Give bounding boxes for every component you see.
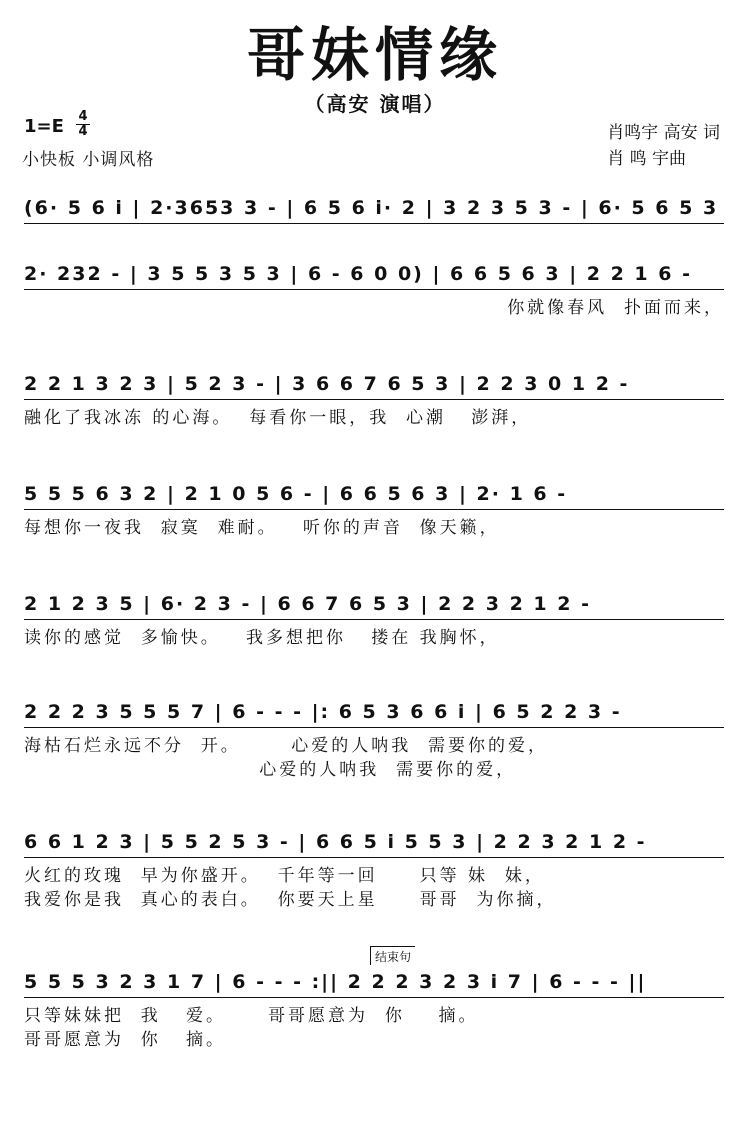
score-line-3 bbox=[0, 372, 750, 472]
jianpu-notes: (6· 5 6 i | 2·3653 3 - | 6 5 6 i· 2 | 3 2 3 5 3 - | 6· 5 6 5 3 bbox=[24, 196, 724, 224]
lyric-line: 哥哥愿意为 你 摘。 bbox=[24, 1030, 227, 1050]
jianpu-notes: 2 2 1 3 2 3 | 5 2 3 - | 3 6 6 7 6 5 3 | 2 2 3 0 1 2 - bbox=[24, 372, 724, 400]
performer-subtitle: （高安 演唱） bbox=[304, 92, 446, 116]
score-line-4 bbox=[0, 482, 750, 582]
score-line-2 bbox=[0, 262, 750, 362]
credits bbox=[607, 120, 720, 172]
jianpu-notes: 6 6 1 2 3 | 5 5 2 5 3 - | 6 6 5 i 5 5 3 | 2 2 3 2 1 2 - bbox=[24, 830, 724, 858]
lyricist-credit: 肖鸣宇 高安 词 bbox=[607, 123, 720, 143]
time-signature bbox=[76, 111, 90, 138]
jianpu-notes: 2 1 2 3 5 | 6· 2 3 - | 6 6 7 6 5 3 | 2 2 3 2 1 2 - bbox=[24, 592, 724, 620]
song-title: 哥妹情缘 bbox=[246, 21, 503, 89]
lyric-line: 只等妹妹把 我 爱。 哥哥愿意为 你 摘。 bbox=[24, 1006, 479, 1026]
composer-credit: 肖 鸣 宇曲 bbox=[607, 149, 686, 169]
lyric-line: 海枯石烂永远不分 开。 心爱的人呐我 需要你的爱， bbox=[24, 736, 549, 756]
score-line-8 bbox=[0, 950, 750, 1070]
key-signature: 1=E bbox=[24, 116, 64, 137]
jianpu-notes: 5 5 5 3 2 3 1 7 | 6 - - - :|| 2 2 2 3 2 3 i 7 | 6 - - - || bbox=[24, 970, 724, 998]
lyric-line: 心爱的人呐我 需要你的爱， bbox=[24, 760, 517, 780]
score-line-6 bbox=[0, 700, 750, 800]
jianpu-notes: 5 5 5 6 3 2 | 2 1 0 5 6 - | 6 6 5 6 3 | 2· 1 6 - bbox=[24, 482, 724, 510]
ending-label: 结束句 bbox=[370, 946, 415, 965]
lyric-line: 融化了我冰冻 的心海。 每看你一眼，我 心潮 澎湃， bbox=[24, 408, 532, 428]
jianpu-notes: 2· 232 - | 3 5 5 3 5 3 | 6 - 6 0 0) | 6 6 5 6 3 | 2 2 1 6 - bbox=[24, 262, 724, 290]
lyric-line: 读你的感觉 多愉快。 我多想把你 搂在 我胸怀， bbox=[24, 628, 500, 648]
lyric-line: 每想你一夜我 寂寞 难耐。 听你的声音 像天籁， bbox=[24, 518, 500, 538]
time-signature-top: 4 bbox=[78, 109, 88, 124]
score-line-5 bbox=[0, 592, 750, 692]
score-line-7 bbox=[0, 830, 750, 930]
lyric-line: 你就像春风 扑面而来， bbox=[507, 298, 724, 318]
tempo-marking: 小快板 小调风格 bbox=[22, 150, 155, 170]
jianpu-notes: 2 2 2 3 5 5 5 7 | 6 - - - |: 6 5 3 6 6 i | 6 5 2 2 3 - bbox=[24, 700, 724, 728]
lyric-line: 我爱你是我 真心的表白。 你要天上星 哥哥 为你摘， bbox=[24, 890, 557, 910]
lyric-line: 火红的玫瑰 早为你盛开。 千年等一回 只等 妹 妹， bbox=[24, 866, 545, 886]
time-signature-bottom: 4 bbox=[78, 124, 88, 139]
